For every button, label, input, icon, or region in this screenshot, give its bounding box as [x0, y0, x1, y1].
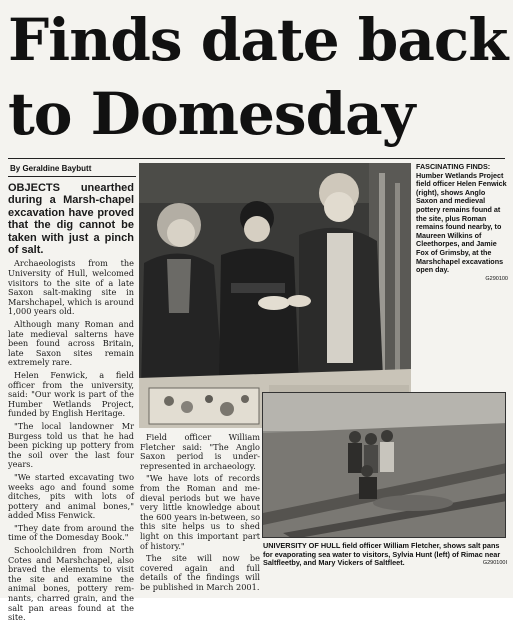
article-column-2 — [140, 433, 260, 596]
article-paragraph: Helen Fenwick, a field officer from the university, said: "Our work is part of the Humber Wetlands Project, funded by English Heritage. — [8, 369, 134, 419]
article-paragraph: Schoolchildren from North Cotes and Marshchapel, also braved the elements to visit the site and examine the animal bones, pottery rem-nants, charred grain, and the salt pan areas found at the site. — [8, 545, 134, 623]
headline-line-1: Finds date back — [8, 6, 508, 74]
caption-text: FASCINATING FINDS: Humber Wetlands Project field officer Helen Fenwick (right), shows Anglo Saxon and medieval pottery remains found at the site, plus Roman remains found nearby, to Maureen Wilkins of Cleethorpes, and Jamie Fox of Grimsby, at the Marshchapel excavations open day. — [416, 162, 507, 275]
article-paragraph: The site will now be covered again and full details of the findings will be published in March 2001. — [140, 553, 260, 592]
headline-rule — [8, 158, 505, 159]
caption-text: UNIVERSITY OF HULL field officer William Fletcher, shows salt pans for evaporating sea water to visitors, Sylvia Hunt (left) of Rimac near Saltfleetby, and Mary Vickers of Saltfleet. — [263, 541, 501, 568]
article-column-1 — [8, 182, 134, 626]
article-paragraph: "They date from around the time of the Domesday Book." — [8, 522, 134, 543]
headline — [8, 4, 508, 150]
secondary-photo — [262, 392, 506, 538]
caption-ref: G290100I — [482, 560, 507, 567]
headline-line-2: to Domesday — [8, 80, 415, 148]
photo-people-with-finds — [139, 163, 411, 428]
main-photo-caption — [416, 163, 508, 283]
byline: By Geraldine Baybutt — [10, 164, 92, 173]
article-paragraph: Archaeologists from the University of Hull, welcomed visitors to the site of a late Saxon salt-making site in Marshchapel, which is around 1,000 years old. — [8, 258, 134, 317]
article-paragraph: "The local landowner Mr Burgess told us that he had been picking up pottery from the soil over the last four years. — [8, 420, 134, 470]
article-paragraph: "We started excavating two weeks ago and found some ditches, pits with lots of pottery and animal bones," added Miss Fenwick. — [8, 471, 134, 521]
photo-salt-pans — [263, 393, 506, 538]
secondary-photo-caption — [263, 542, 507, 568]
byline-rule — [8, 176, 136, 177]
caption-ref: G290100 — [485, 275, 508, 282]
main-photo — [139, 163, 411, 428]
article-paragraph: Field officer William Fletcher said: "The Anglo Saxon period is under-represented in archaeology. — [140, 432, 260, 471]
article-paragraph: Although many Roman and late medieval salterns have been found across Britain, late Saxon sites remain extremely rare. — [8, 319, 134, 368]
article-lead: OBJECTS unearthed during a Marsh-chapel excavation have proved that the dig cannot be taken with just a pinch of salt. — [8, 182, 134, 257]
article-paragraph: "We have lots of records from the Roman and me-dieval periods but we have very little knowledge about the 600 years in-between, so this site helps us to shed light on this important part of history." — [140, 473, 260, 551]
